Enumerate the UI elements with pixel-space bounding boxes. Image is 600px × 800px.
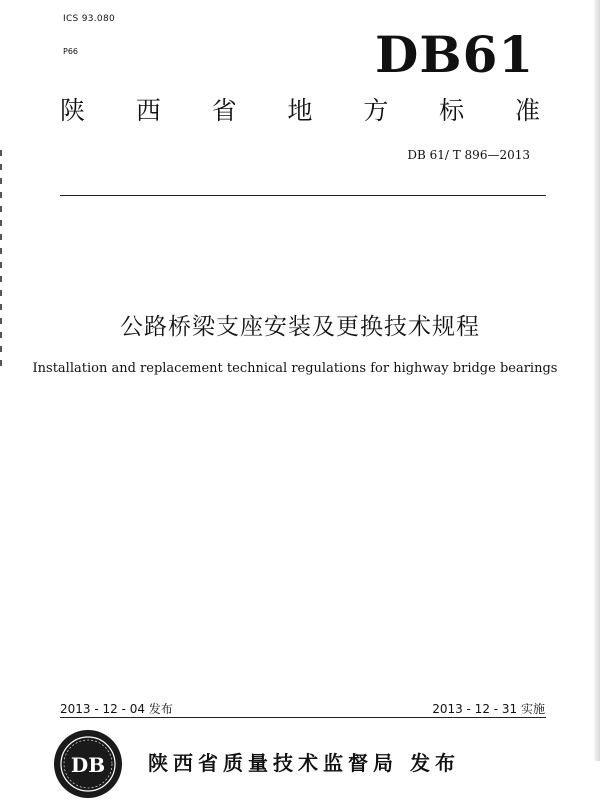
- standard-type-heading: [60, 98, 540, 123]
- seal-text: DB: [70, 753, 106, 777]
- standard-type-char: 西: [135, 96, 161, 125]
- title-chinese: 公路桥梁支座安装及更换技术规程: [120, 314, 480, 340]
- footer-divider: [60, 717, 546, 718]
- standard-number: DB 61/ T 896—2013: [407, 148, 530, 162]
- header-divider: [60, 195, 546, 196]
- title-english: Installation and replacement technical regulations for highway bridge bearings: [32, 361, 558, 376]
- db61-logo: DB61: [375, 25, 535, 84]
- ics-code: ICS 93.080: [63, 14, 116, 24]
- ccs-code: P66: [63, 47, 79, 56]
- standard-type-char: 准: [514, 96, 540, 125]
- standard-type-char: 方: [363, 96, 389, 125]
- issue-date: 2013 - 12 - 04 发布: [60, 702, 173, 716]
- issuer-seal-icon: [52, 728, 124, 800]
- issuer-name: 陕西省质量技术监督局 发布: [148, 751, 460, 775]
- standard-type-char: 陕: [60, 96, 86, 125]
- scan-edge: [594, 0, 600, 761]
- standard-type-char: 省: [211, 96, 237, 125]
- implementation-date: 2013 - 12 - 31 实施: [432, 702, 545, 716]
- standard-type-char: 标: [439, 96, 465, 125]
- standard-type-char: 地: [287, 96, 313, 125]
